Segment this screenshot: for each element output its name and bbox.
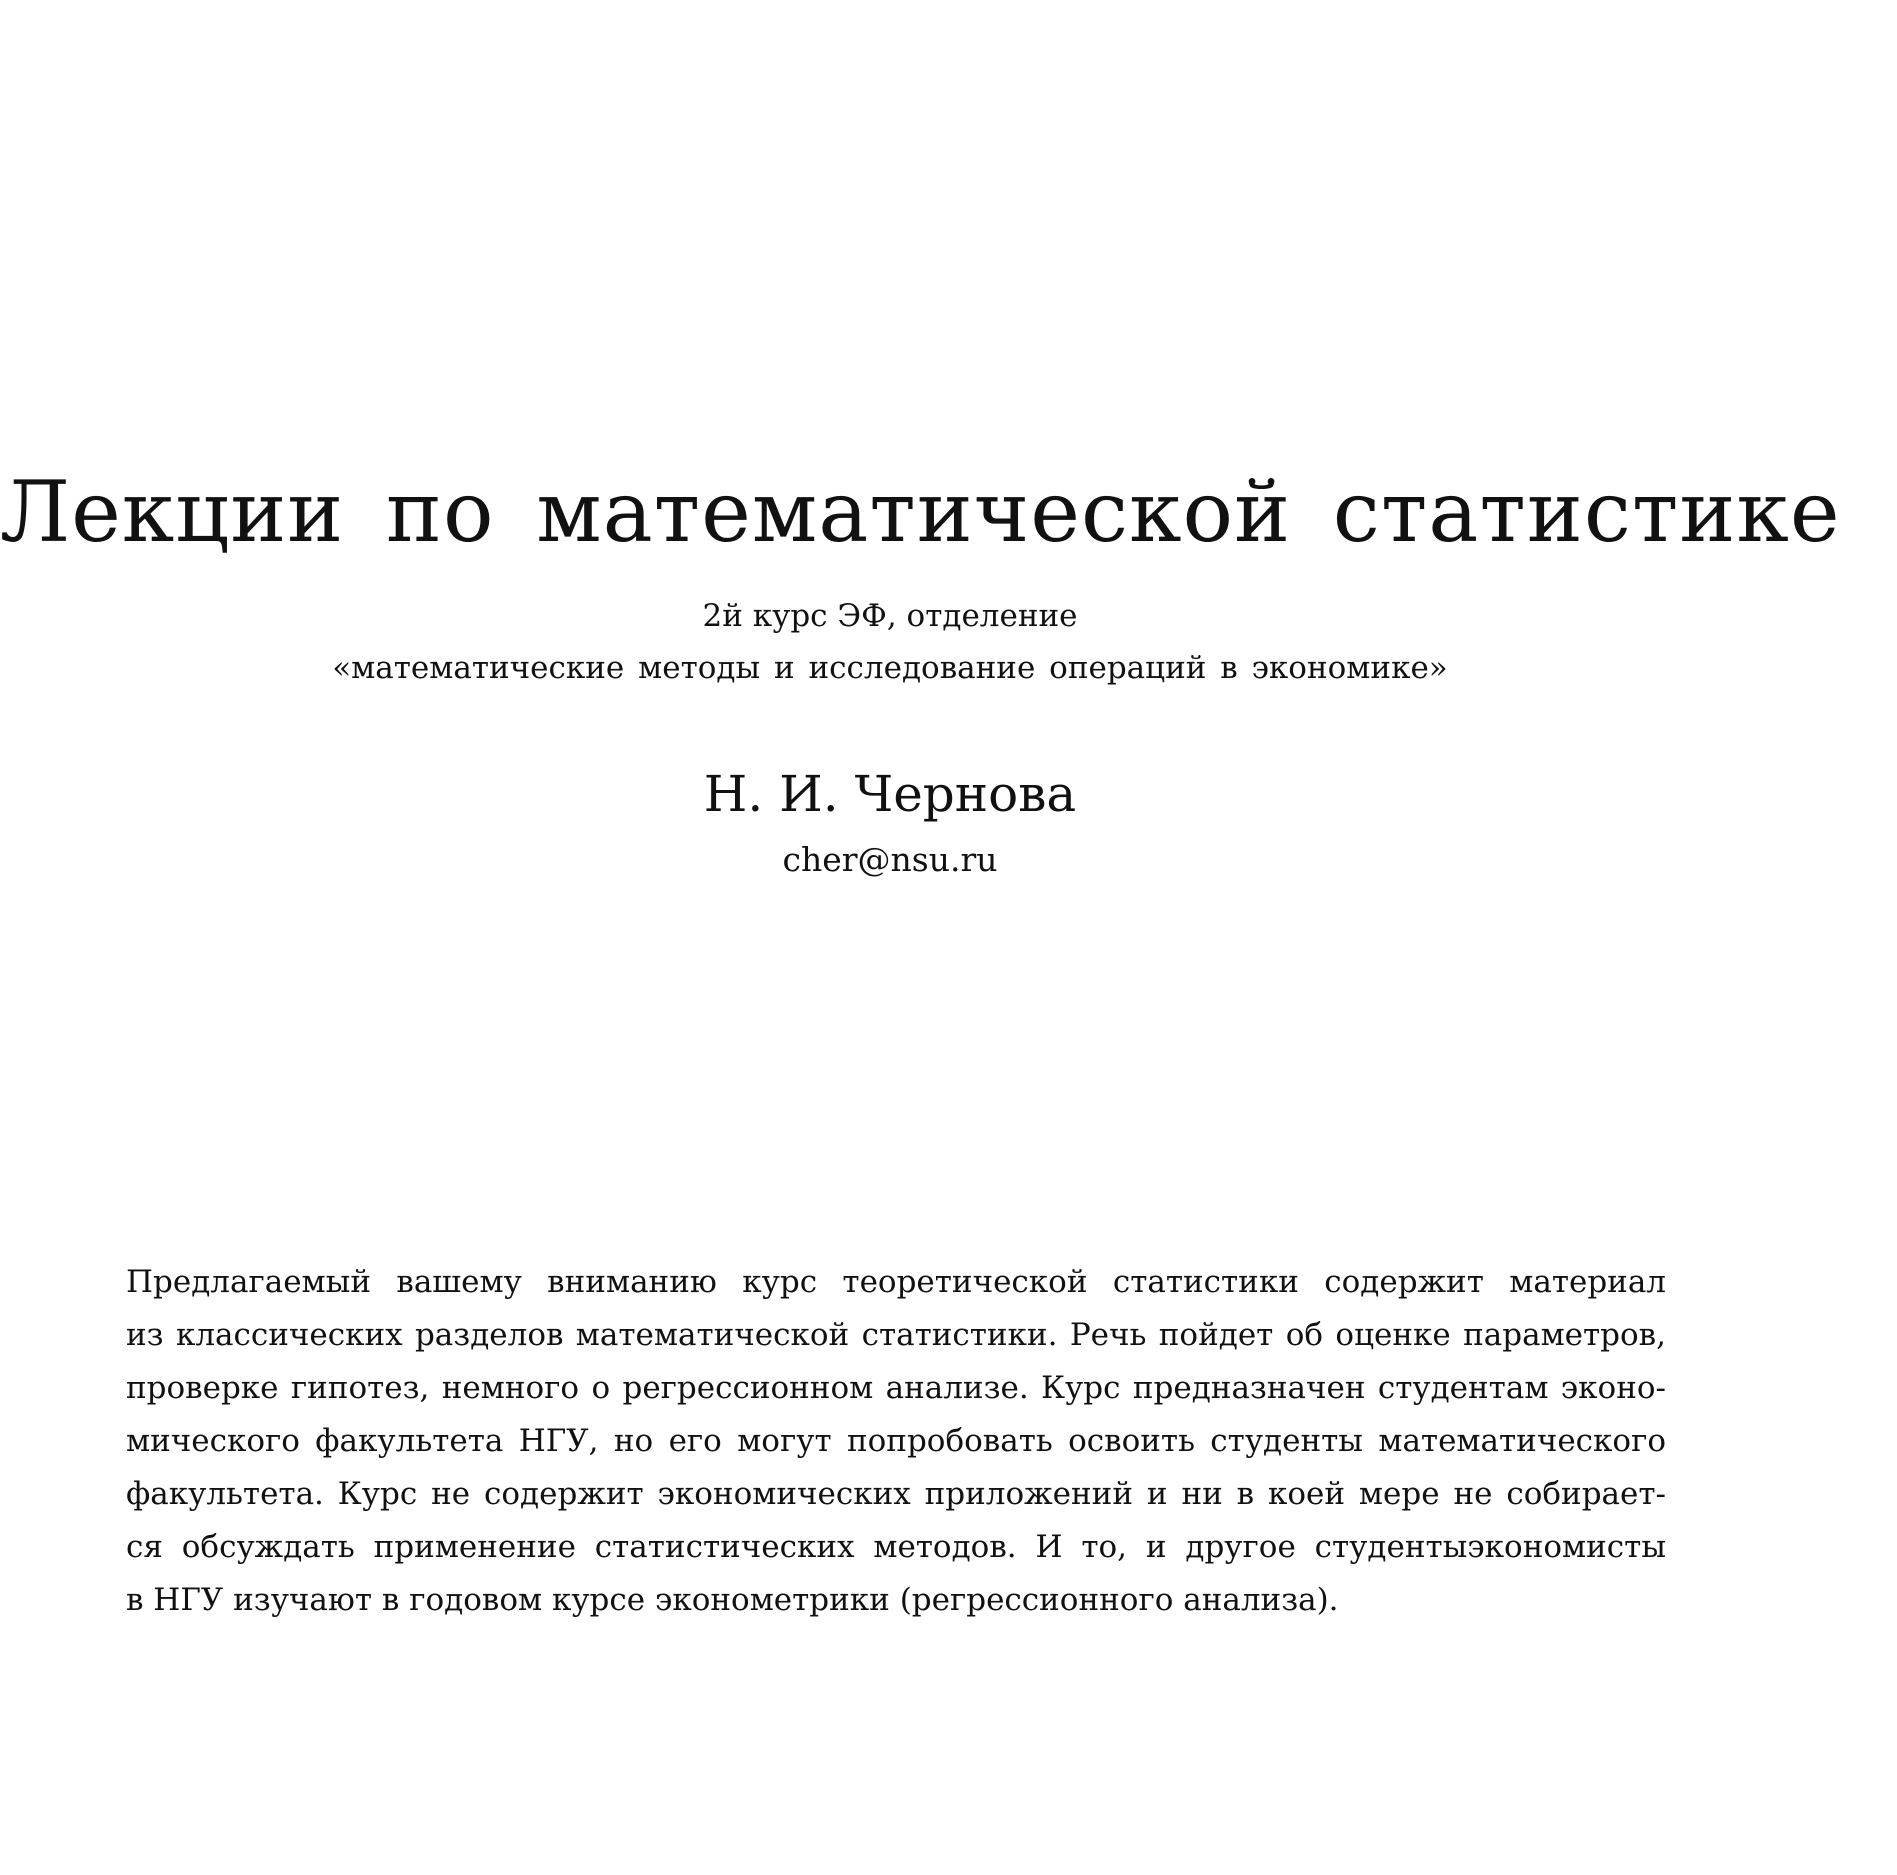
abstract-line: факультета. Курс не содержит экономических приложений и ни в коей мере не собирает- <box>126 1476 1666 1512</box>
abstract-line: Предлагаемый вашему вниманию курс теоретической статистики содержит материал <box>126 1264 1666 1300</box>
abstract-paragraph <box>126 1256 1666 1627</box>
document-title: Лекции по математической статистике <box>0 463 1841 561</box>
department-subtitle: «математические методы и исследование операций в экономике» <box>332 650 1448 686</box>
course-subtitle: 2й курс ЭФ, отделение <box>702 598 1078 634</box>
author-email: cher@nsu.ru <box>782 840 998 879</box>
author-name: Н. И. Чернова <box>703 765 1077 823</box>
abstract-line: проверке гипотез, немного о регрессионном анализе. Курс предназначен студентам эконо- <box>126 1370 1666 1406</box>
abstract-line: в НГУ изучают в годовом курсе эконометрики (регрессионного анализа). <box>126 1582 1339 1618</box>
abstract-line: ся обсуждать применение статистических методов. И то, и другое студентыэкономисты <box>126 1529 1666 1565</box>
abstract-line: мического факультета НГУ, но его могут попробовать освоить студенты математического <box>126 1423 1666 1459</box>
abstract-line: из классических разделов математической статистики. Речь пойдет об оценке параметров, <box>126 1317 1666 1353</box>
